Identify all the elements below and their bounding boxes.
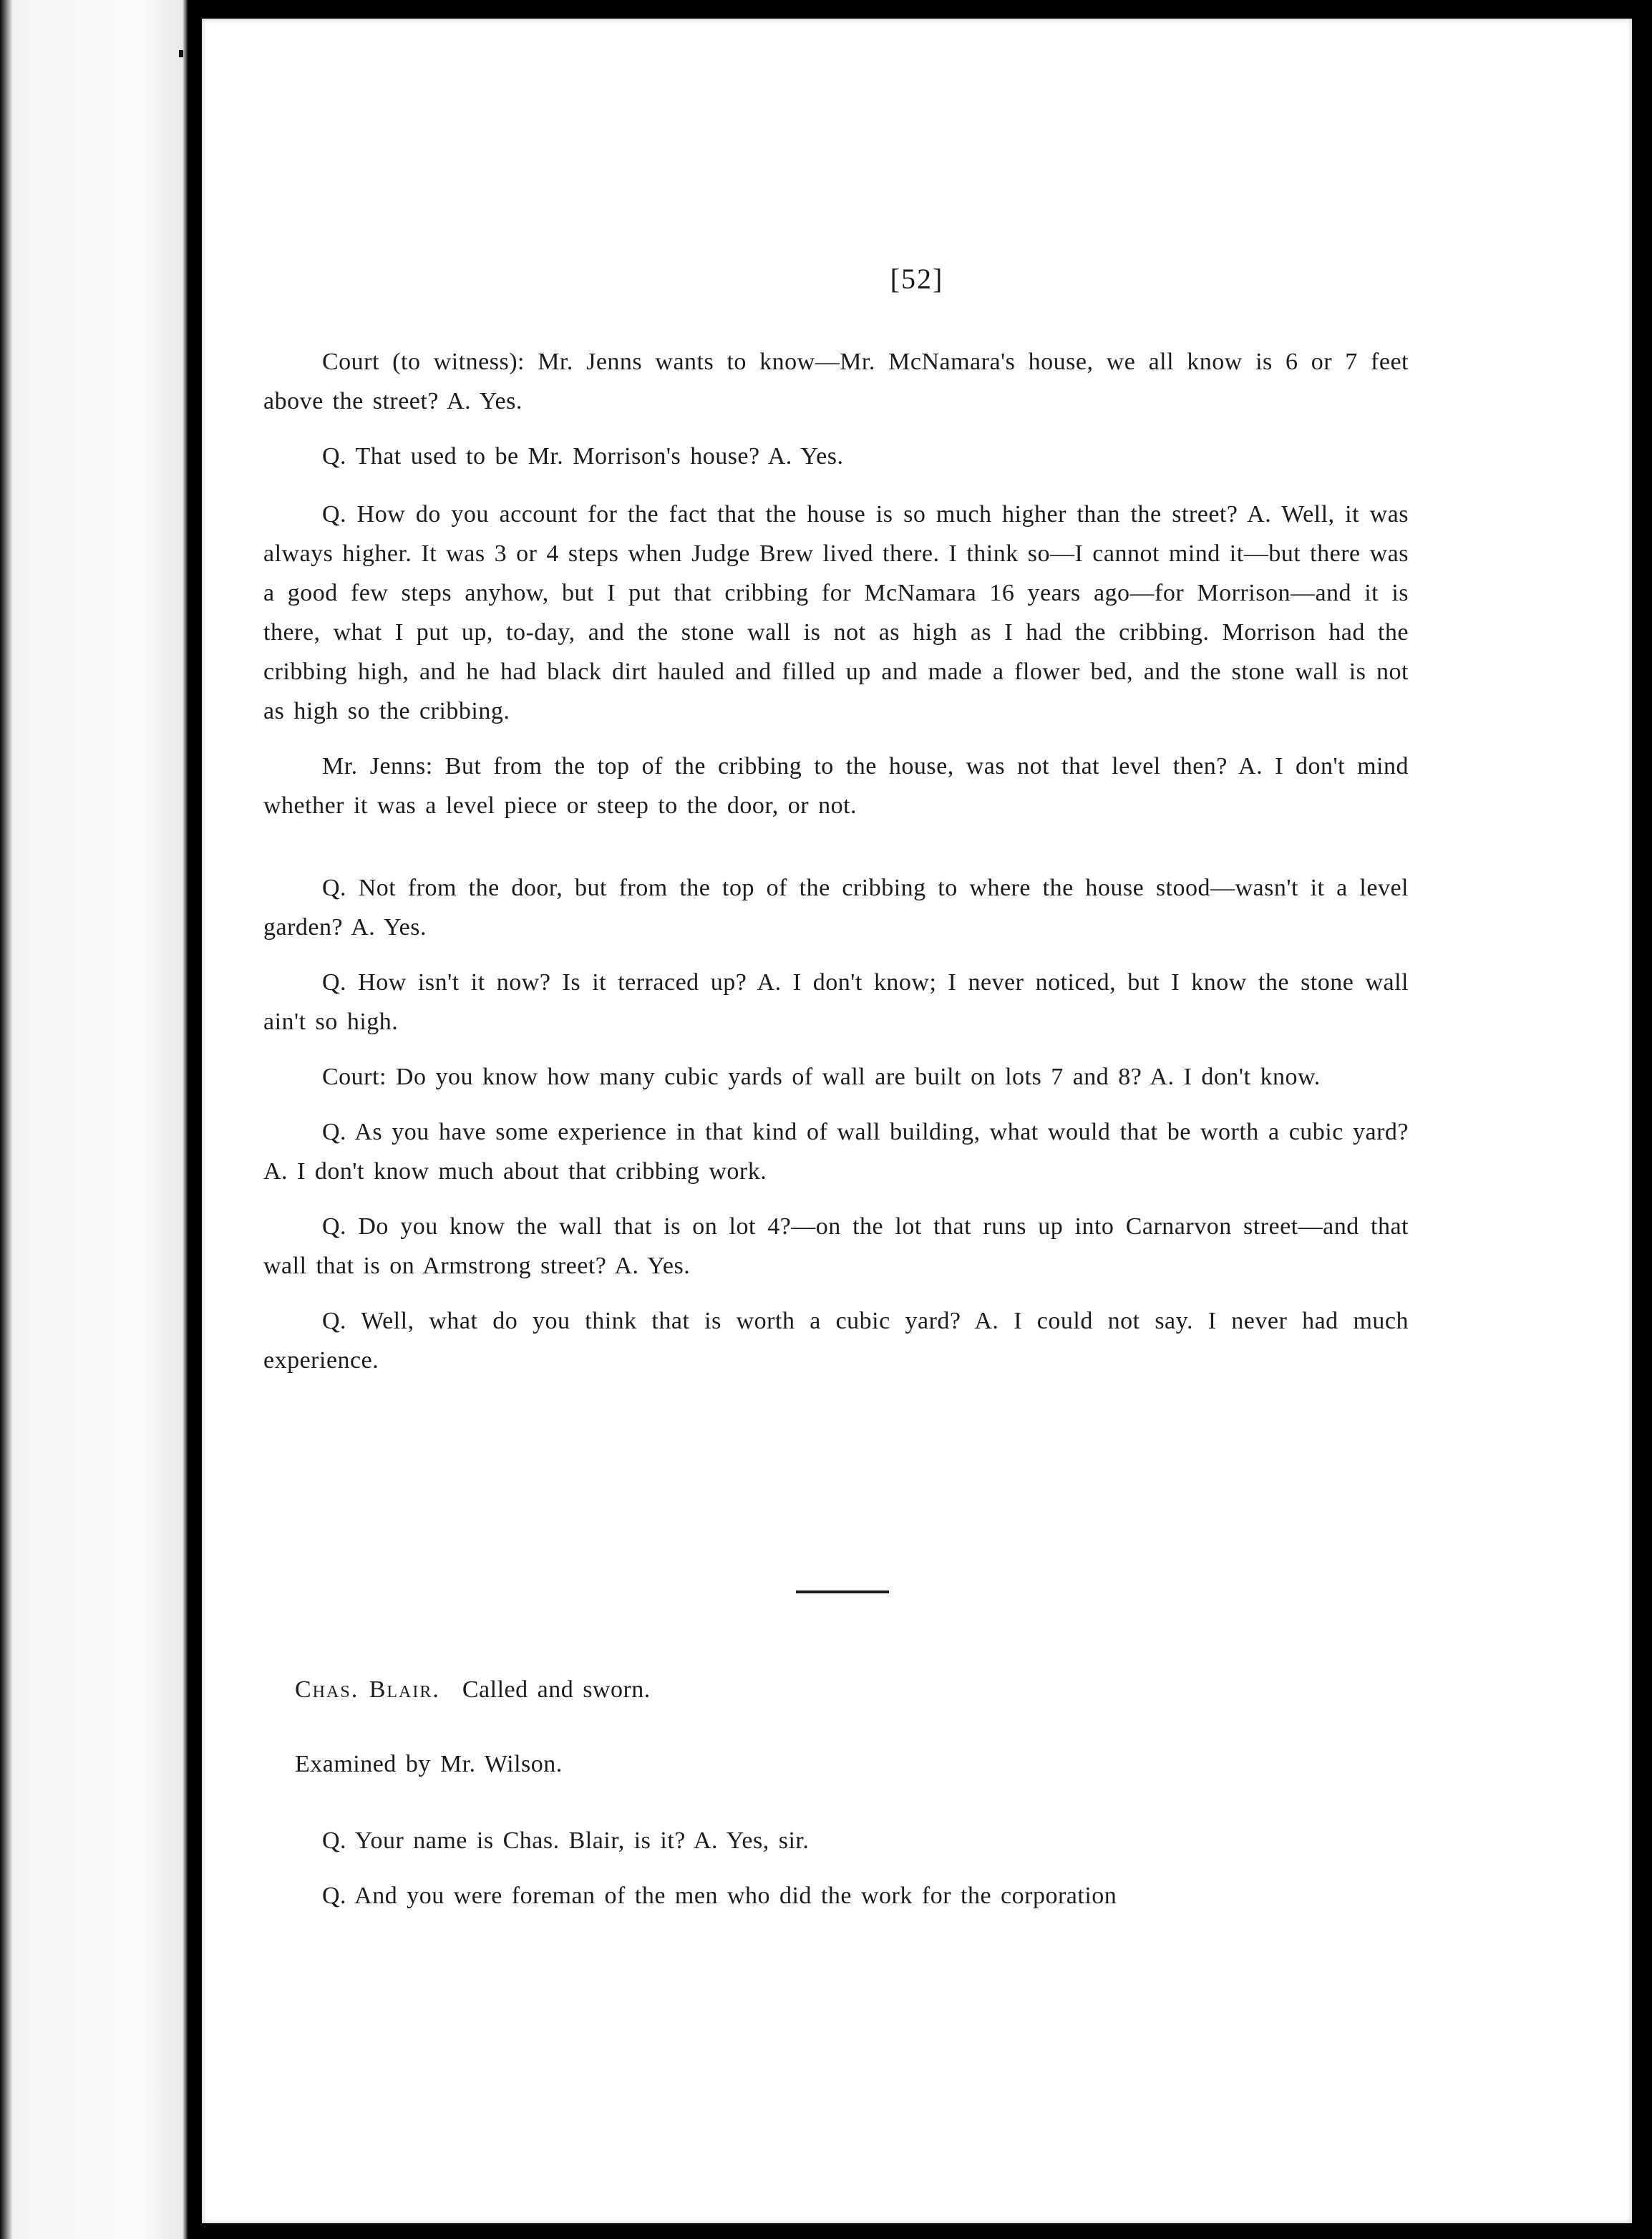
paragraph: Mr. Jenns: But from the top of the cribbing to the house, was not that level then? A. I don't mind whether it was a level piece or steep to the door, or not. xyxy=(263,753,1409,819)
paragraph: Court (to witness): Mr. Jenns wants to know—Mr. McNamara's house, we all know is 6 or 7 feet above the street? A. Yes. xyxy=(263,349,1409,414)
examined-by: Examined by Mr. Wilson. xyxy=(295,1751,563,1777)
paragraph: Q. And you were foreman of the men who did the work for the corporation xyxy=(322,1883,1117,1909)
paragraph: Q. Do you know the wall that is on lot 4?—on the lot that runs up into Carnarvon street—and that wall that is on Armstrong street? A. Yes. xyxy=(263,1213,1409,1279)
paragraph: Q. Not from the door, but from the top of the cribbing to where the house stood—wasn't it a level garden? A. Yes. xyxy=(263,875,1409,941)
paragraph: Q. As you have some experience in that kind of wall building, what would that be worth a cubic yard? A. I don't know much about that cribbing work. xyxy=(263,1119,1409,1185)
spine-mark xyxy=(179,50,183,57)
paragraph: Q. How do you account for the fact that the house is so much higher than the street? A. Well, it was always higher. It was 3 or 4 steps when Judge Brew lived there. I think so—I cannot mind it—but there was a good few steps anyhow, but I put that cribbing for McNamara 16 years ago—for Morrison—and it is there, what I put up, to-day, and the stone wall is not as high as I had the cribbing. Morrison had the cribbing high, and he had black dirt hauled and filled up and made a flower bed, and the stone wall is not as high so the cribbing. xyxy=(263,501,1409,724)
paragraph: Q. Well, what do you think that is worth a cubic yard? A. I could not say. I never had much experience. xyxy=(263,1308,1409,1374)
paragraph: Q. That used to be Mr. Morrison's house? A. Yes. xyxy=(322,443,844,470)
witness-heading xyxy=(295,1676,651,1704)
paragraph: Court: Do you know how many cubic yards of wall are built on lots 7 and 8? A. I don't know. xyxy=(322,1064,1321,1090)
section-divider xyxy=(796,1590,889,1593)
paragraph: Q. How isn't it now? Is it terraced up? A. I don't know; I never noticed, but I know the stone wall ain't so high. xyxy=(263,969,1409,1035)
paragraph: Q. Your name is Chas. Blair, is it? A. Yes, sir. xyxy=(322,1827,810,1854)
testimony-block xyxy=(263,342,1409,1380)
document-page xyxy=(202,19,1632,2223)
page-number: [52] xyxy=(890,263,944,295)
witness-sworn: Called and sworn. xyxy=(462,1676,651,1703)
closing-block xyxy=(263,1821,1409,1915)
witness-name: Chas. Blair. xyxy=(295,1676,440,1703)
facing-page-edge xyxy=(0,0,188,2239)
